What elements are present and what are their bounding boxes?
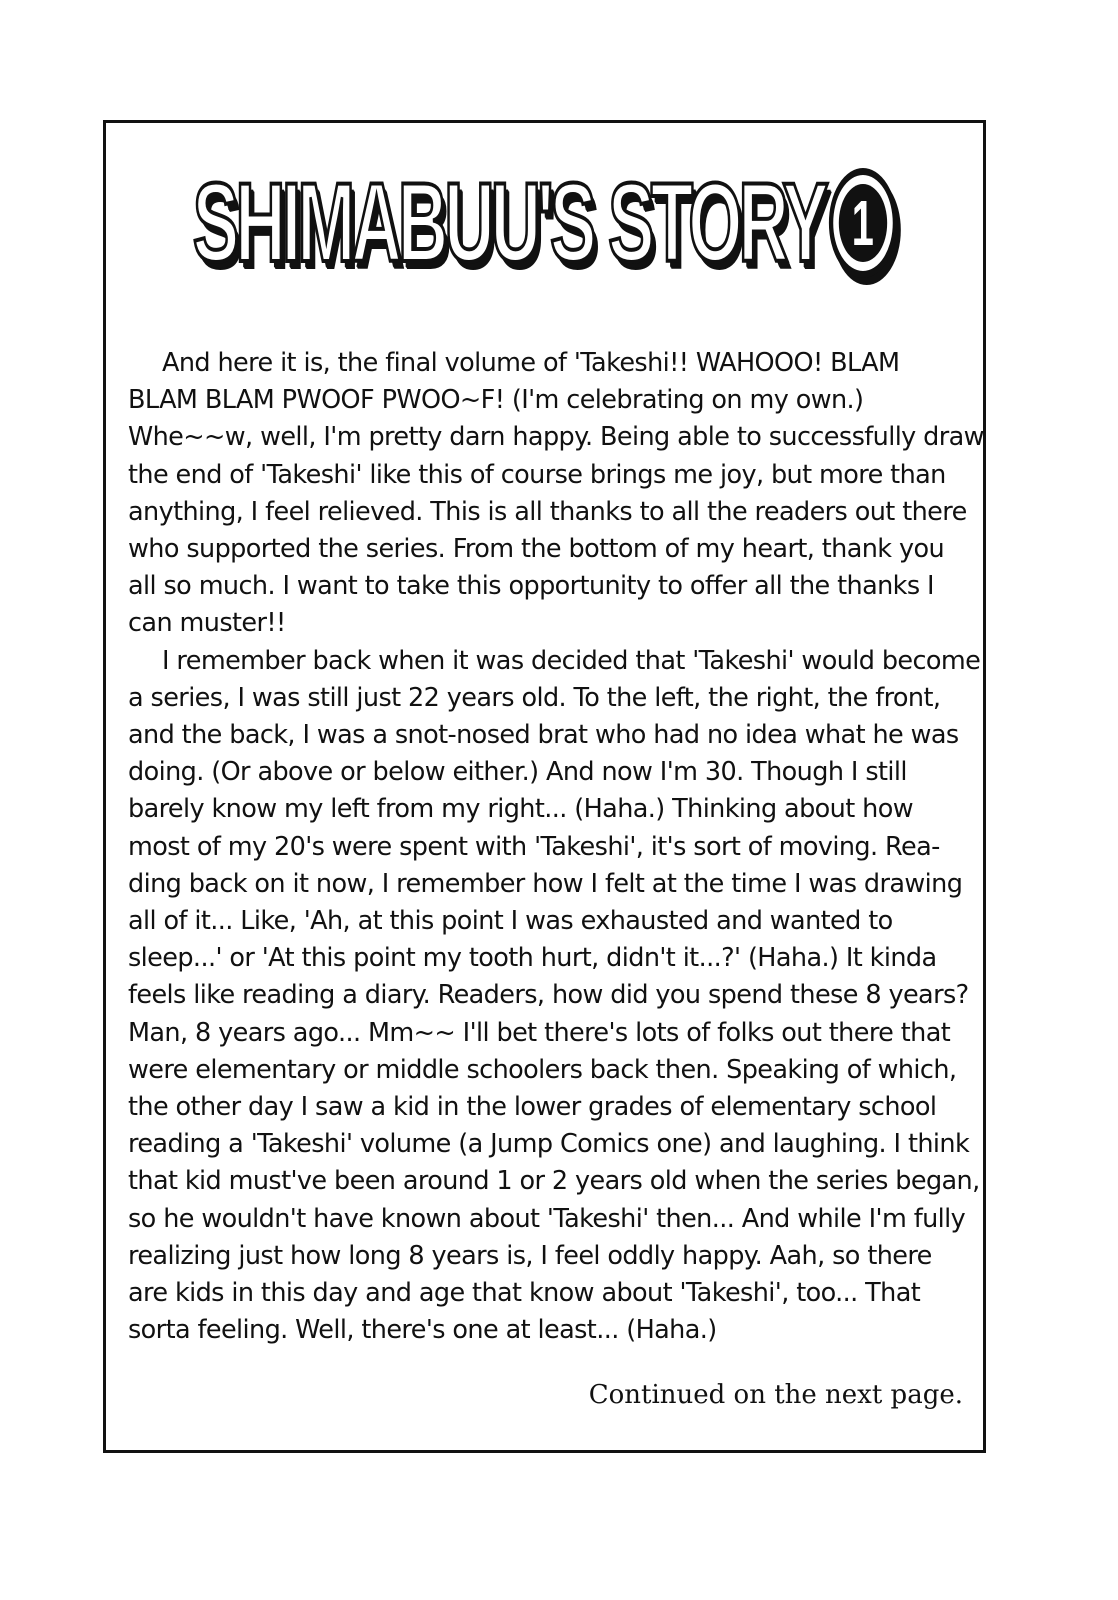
text-line: realizing just how long 8 years is, I feel oddly happy. Aah, so there (128, 1240, 932, 1271)
text-line: ding back on it now, I remember how I felt at the time I was drawing (128, 868, 963, 899)
text-line: all so much. I want to take this opportunity to offer all the thanks I (128, 571, 934, 602)
text-line: so he wouldn't have known about 'Takeshi' then... And while I'm fully (128, 1203, 966, 1234)
text-line: feels like reading a diary. Readers, how did you spend these 8 years? (128, 980, 969, 1011)
title-text: SHIMABUU'S STORY (192, 160, 825, 285)
text-line: BLAM BLAM PWOOF PWOO~F! (I'm celebrating on my own.) (128, 385, 864, 416)
text-line: Whe~~w, well, I'm pretty darn happy. Being able to successfully draw (128, 422, 984, 453)
text-line: that kid must've been around 1 or 2 years old when the series began, (128, 1166, 980, 1197)
text-line: And here it is, the final volume of 'Takeshi!! WAHOOO! BLAM (162, 348, 900, 378)
title-block (106, 153, 983, 293)
text-line: reading a 'Takeshi' volume (a Jump Comics one) and laughing. I think (128, 1129, 970, 1160)
text-line: I remember back when it was decided that 'Takeshi' would become (162, 645, 981, 676)
text-line: anything, I feel relieved. This is all thanks to all the readers out there (128, 496, 967, 527)
text-line: can muster!! (128, 608, 286, 639)
text-panel (103, 120, 986, 1453)
text-line: sleep...' or 'At this point my tooth hurt, didn't it...?' (Haha.) It kinda (128, 943, 937, 974)
text-line: all of it... Like, 'Ah, at this point I was exhausted and wanted to (128, 906, 893, 937)
text-line: most of my 20's were spent with 'Takeshi', it's sort of moving. Rea- (128, 831, 940, 862)
continued-note: Continued on the next page. (588, 1380, 963, 1410)
text-line: and the back, I was a snot-nosed brat who had no idea what he was (128, 720, 959, 751)
text-line: the end of 'Takeshi' like this of course brings me joy, but more than (128, 459, 946, 490)
text-line: barely know my left from my right... (Haha.) Thinking about how (128, 794, 913, 825)
text-line: were elementary or middle schoolers back then. Speaking of which, (128, 1054, 957, 1085)
page-title (192, 160, 896, 285)
text-line: doing. (Or above or below either.) And now I'm 30. Though I still (128, 757, 907, 788)
text-line: who supported the series. From the bottom of my heart, thank you (128, 534, 945, 565)
story-body (128, 345, 984, 1349)
chapter-number: 1 (838, 184, 886, 262)
text-line: Man, 8 years ago... Mm~~ I'll bet there's lots of folks out there that (128, 1017, 951, 1048)
text-line: are kids in this day and age that know about 'Takeshi', too... That (128, 1278, 921, 1309)
text-line: a series, I was still just 22 years old. To the left, the right, the front, (128, 682, 941, 713)
text-line: sorta feeling. Well, there's one at least... (Haha.) (128, 1315, 717, 1346)
chapter-number-badge (828, 168, 896, 278)
text-line: the other day I saw a kid in the lower grades of elementary school (128, 1092, 937, 1123)
